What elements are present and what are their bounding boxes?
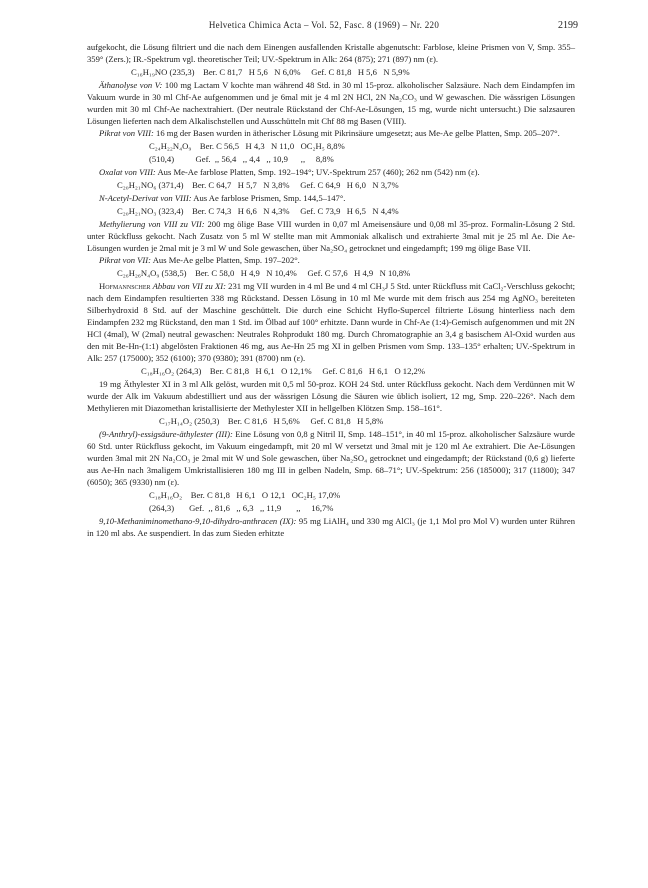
journal-title: Helvetica Chimica Acta – Vol. 52, Fasc. 8 (1969) – Nr. 220 [208, 20, 440, 30]
analysis-line: C₂₆H₂₆N₄O₉ (538,5) Ber. C 58,0 H 4,9 N 10,4% Gef. C 57,6 H 4,9 N 10,8% [117, 268, 411, 278]
paragraph [87, 254, 575, 266]
paragraph-text: 19 mg Äthylester XI in 3 ml Alk gelöst, wurden mit 0,5 ml 50-proz. KOH 24 Std. unter Rückfluss gekocht. Nach dem Verdünnen mit W wurde der Alk im Vakuum abdestilliert und aus der wässrigen Lösung die Säuren wie üblich isoliert, 12 mg, Smp. 220–226°. Nach dem Methylieren mit Diazomethan kristallisierte der Methylester XII in hellgelben Klötzen Smp. 158–161°. [87, 379, 575, 413]
analysis-line: C₁₆H₁₉NO (235,3) Ber. C 81,7 H 5,6 N 6,0% Gef. C 81,8 H 5,6 N 5,9% [131, 67, 410, 77]
section-lead: Abbau von VII zu XI: [150, 281, 226, 291]
section-lead: Oxalat von VIII: [99, 167, 156, 177]
paragraph [87, 280, 575, 364]
analysis-line: C₂₀H₂₁NO₃ (323,4) Ber. C 74,3 H 6,6 N 4,3% Gef. C 73,9 H 6,5 N 4,4% [117, 206, 399, 216]
paragraph-text: 16 mg der Basen wurden in ätherischer Lösung mit Pikrinsäure umgesetzt; aus Me-Ae gelbe Platten, Smp. 205–207°. [153, 128, 560, 138]
paragraph-text: Eine Lösung von 0,8 g Nitril II, Smp. 148–151°, in 40 ml 15-proz. alkoholischer Salzsäure wurde 60 Std. unter Rückfluss gekocht, im Vakuum eingedampft, mit 20 ml W versetzt und 3mal mit je 120 ml Ae extrahiert. Die Ae-Lösungen wurden 3mal mit 2N Na₂CO₃ je 2mal mit W und Sole gewaschen, über Na₂SO₄ getrocknet und eingedampft; der Rückstand (0,6 g) lieferte aus Ae-Hn nach 3maligem Umkristallisieren 180 mg III in gelben Nadeln, Smp. 68–71°; UV.-Spektrum: 256 (185000); 317 (11800); 347 (6050); 365 (9330) nm (ε). [87, 429, 575, 487]
analysis-line: C₂₄H₂₂N₄O₉ Ber. C 56,5 H 4,3 N 11,0 OC₂H₅ 8,8% [149, 141, 345, 151]
analysis-line: (510,4) Gef. ,, 56,4 ,, 4,4 ,, 10,9 ,, 8,8% [149, 154, 334, 164]
section-lead: Pikrat von VIII: [99, 128, 154, 138]
section-lead: Äthanolyse von V: [99, 80, 163, 90]
paragraph-text: aufgekocht, die Lösung filtriert und die nach dem Einengen ausfallenden Kristalle abgenutscht: Farblose, kleine Prismen von V, Smp. 355–359° (Zers.); IR.-Spektrum vgl. theoretischer Teil; UV.-Spektrum in Alk: 264 (875); 271 (897) nm (ε). [87, 42, 575, 64]
paragraph [87, 192, 575, 204]
section-lead: (9-Anthryl)-essigsäure-äthylester (III): [99, 429, 233, 439]
paragraph-text: 231 mg VII wurden in 4 ml Be und 4 ml CH₃J 5 Std. unter Rückfluss mit CaCl₂-Verschluss gekocht; nach dem Eindampfen resultierten 338 mg Rückstand. Dessen Lösung in 10 ml Me wurde mit dem frisch aus 254 mg AgNO₃ bereiteten Silberhydroxid 8 Std. auf der Maschine geschüttelt. Die durch eine Schicht Hyflo-Supercel filtrierte Lösung hinterliess nach dem Eindampfen 232 mg Rückstand, den man 1 Std. im Ölbad auf 100° erhitzte. Dann wurde in Chf-Ae (1:4)-Gemisch aufgenommen und mit 2N HCl (4mal), W (2mal) neutral gewaschen: Neutrales Rohprodukt 180 mg. Durch Chromatographie an 3,4 g basischem Al-Oxid wurden aus den mit Be-Hn-(1:1) abgelösten Fraktionen 46 mg, aus Ae-Hn 25 mg XI in gelben Prismen vom Smp. 133–135° erhalten; UV.-Spektrum in Alk: 257 (175000); 352 (6100); 370 (9380); 391 (8700) nm (ε). [87, 281, 575, 363]
analysis-line: C₁₈H₁₆O₂ (264,3) Ber. C 81,8 H 6,1 O 12,1% Gef. C 81,6 H 6,1 O 12,2% [141, 366, 425, 376]
analysis-line: (264,3) Gef. ,, 81,6 ,, 6,3 ,, 11,9 ,, 16,7% [149, 503, 334, 513]
author-name: Hofmannscher [99, 281, 151, 291]
paragraph [87, 378, 575, 414]
analysis-line: C₁₇H₁₄O₂ (250,3) Ber. C 81,6 H 5,6% Gef. C 81,8 H 5,8% [159, 416, 384, 426]
paragraph-text: 100 mg Lactam V kochte man während 48 Std. in 30 ml 15-proz. alkoholischer Salzsäure. Nach dem Eindampfen im Vakuum wurde in 30 ml Chf-Ae aufgenommen und je 6mal mit je 4 ml 2N HCl, 2N Na₂CO₃ und W gewaschen. Die wässrigen Lösungen wurden mit 30 ml Chf-Ae nachextrahiert. (Der neutrale Rückstand der Chf-Ae-Lösungen, 15 mg, wurde nicht untersucht.) Die salzsauren Lösungen lieferten nach dem Alkalischstellen und Ausschütteln mit Chf 88 mg Basen (VIII). [87, 80, 575, 126]
paragraph-text: 95 mg LiAlH₄ und 330 mg AlCl₃ (je 1,1 Mol pro Mol V) wurden unter Rühren in 120 ml abs. Ae suspendiert. In das zum Sieden erhitzte [87, 516, 575, 538]
section-lead: N-Acetyl-Derivat von VIII: [99, 193, 192, 203]
section-lead: 9,10-Methaniminomethano-9,10-dihydro-anthracen (IX): [99, 516, 297, 526]
paragraph [87, 79, 575, 127]
paragraph [87, 41, 575, 65]
analysis-line: C₁₈H₁₆O₂ Ber. C 81,8 H 6,1 O 12,1 OC₂H₅ 17,0% [149, 490, 341, 500]
paragraph [87, 218, 575, 254]
paragraph-text: Aus Me-Ae farblose Platten, Smp. 192–194°; UV.-Spektrum 257 (460); 262 nm (542) nm (ε). [155, 167, 480, 177]
paragraph [87, 166, 575, 178]
analysis-line: C₂₀H₂₁NO₆ (371,4) Ber. C 64,7 H 5,7 N 3,8% Gef. C 64,9 H 6,0 N 3,7% [117, 180, 399, 190]
paragraph-text: Aus Ae farblose Prismen, Smp. 144,5–147°. [191, 193, 346, 203]
section-lead: Pikrat von VII: [99, 255, 152, 265]
paragraph [87, 428, 575, 488]
section-lead: Methylierung von VIII zu VII: [99, 219, 205, 229]
paragraph [87, 515, 575, 539]
page-number: 2199 [558, 20, 578, 31]
paragraph [87, 127, 575, 139]
paragraph-text: 200 mg ölige Base VIII wurden in 0,07 ml Ameisensäure und 0,08 ml 35-proz. Formalin-Lösung 2 Std. unter Rückfluss gekocht. Nach Zusatz von 5 ml W stellte man mit Ammoniak alkalisch und extrahierte 3mal mit je 25 ml Ae. Die Ae-Lösungen wurden je 2mal mit je 3 ml W und Sole gewaschen, über Na₂SO₄ getrocknet und eingedampft; 199 mg ölige Base VII. [87, 219, 575, 253]
paragraph-text: Aus Me-Ae gelbe Platten, Smp. 197–202°. [151, 255, 300, 265]
article-body [87, 41, 575, 539]
running-header [0, 20, 648, 36]
